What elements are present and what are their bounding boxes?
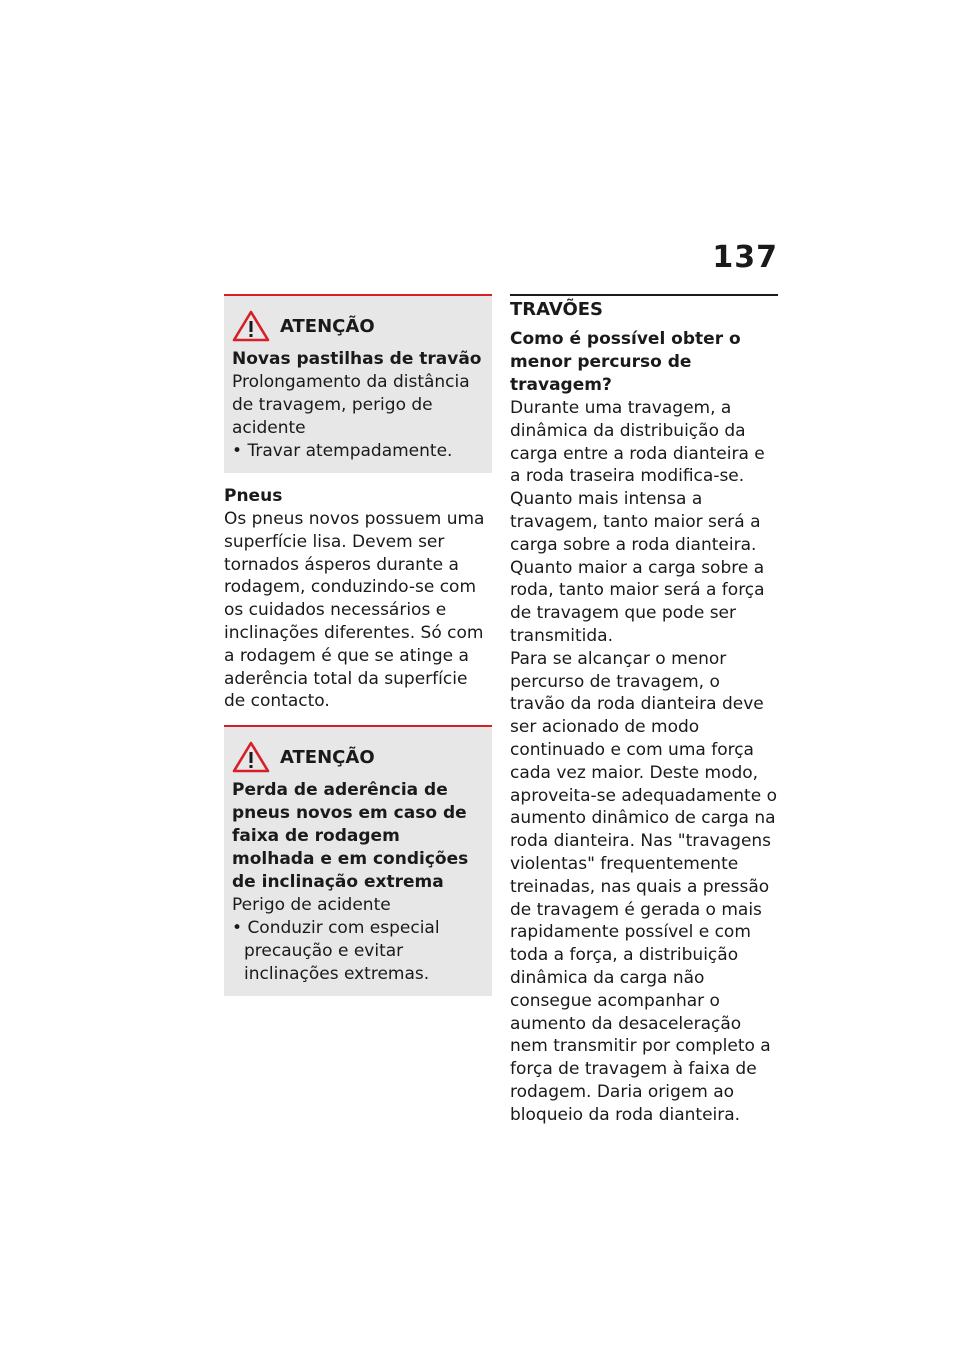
left-column	[224, 294, 492, 996]
warning-triangle-icon	[232, 310, 270, 342]
warning-label: ATENÇÃO	[280, 315, 375, 337]
section-heading-pneus: Pneus	[224, 486, 283, 506]
page-number: 137	[712, 240, 778, 275]
warning-bullet: • Conduzir com especial precaução e evitar inclinações extremas.	[232, 917, 484, 986]
warning-label: ATENÇÃO	[280, 746, 375, 768]
warning-box-new-pads	[224, 294, 492, 473]
warning-title: Novas pastilhas de travão	[232, 349, 482, 369]
section-heading-travoes: TRAVÕES	[510, 294, 778, 322]
warning-bullet: • Travar atempadamente.	[232, 440, 484, 463]
warning-text: Prolongamento da distância de travagem, perigo de acidente	[232, 372, 470, 438]
warning-title: Perda de aderência de pneus novos em caso de faixa de rodagem molhada e em condições de inclinação extrema	[232, 780, 469, 893]
warning-box-adherence	[224, 725, 492, 996]
paragraph-1: Durante uma travagem, a dinâmica da distribuição da carga entre a roda dianteira e a roda traseira modifica-se. Quanto mais intensa a travagem, tanto maior será a carga sobre a roda dianteira. Quanto maior a carga sobre a roda, tanto maior será a força de travagem que pode ser transmitida.	[510, 398, 765, 646]
warning-text: Perigo de acidente	[232, 895, 391, 916]
subheading: Como é possível obter o menor percurso de travagem?	[510, 329, 741, 395]
paragraph-2: Para se alcançar o menor percurso de travagem, o travão da roda dianteira deve ser acionado de modo continuado e com uma força cada vez maior. Deste modo, aproveita-se adequadamente o aumento dinâmico de carga na roda dianteira. Nas "travagens violentas" frequentemente treinadas, nas quais a pressão de travagem é gerada o mais rapidamente possível e com toda a força, a distribuição dinâmica da carga não consegue acompanhar o aumento da desaceleração nem transmitir por completo a força de travagem à faixa de rodagem. Daria origem ao bloqueio da roda dianteira.	[510, 648, 777, 1125]
warning-triangle-icon	[232, 741, 270, 773]
right-column	[510, 294, 778, 1127]
pneus-text: Os pneus novos possuem uma superfície lisa. Devem ser tornados ásperos durante a rodagem, conduzindo-se com os cuidados necessários e inclinações diferentes. Só com a rodagem é que se atinge a aderência total da superfície de contacto.	[224, 509, 485, 712]
